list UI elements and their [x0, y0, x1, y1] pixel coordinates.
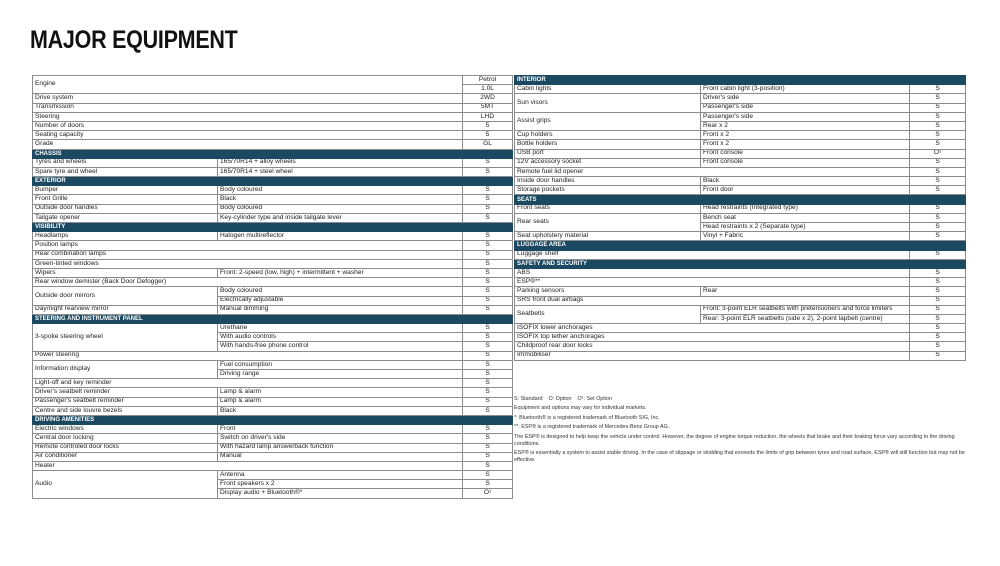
item-label: Headlamps — [33, 232, 218, 241]
table-row — [515, 177, 966, 186]
spec-value: 5 — [463, 121, 513, 130]
item-detail: Lamp & alarm — [218, 397, 463, 406]
item-value: S — [463, 443, 513, 452]
item-value: S — [910, 85, 966, 94]
item-value: S — [910, 103, 966, 112]
item-value: S — [463, 287, 513, 296]
item-label: Luggage shelf — [515, 250, 910, 259]
table-row — [33, 305, 513, 314]
item-detail: Head restraints x 2 (Separate type) — [701, 223, 910, 232]
table-row — [33, 324, 513, 333]
table-row — [515, 213, 966, 222]
item-detail: With audio controls — [218, 333, 463, 342]
item-label: Bottle holders — [515, 140, 701, 149]
item-label: Audio — [33, 471, 218, 499]
item-label: Green-tinted windows — [33, 259, 463, 268]
item-label: Immobiliser — [515, 351, 910, 360]
table-row — [515, 296, 966, 305]
item-label: Rear seats — [515, 213, 701, 231]
engine-displacement: 1.0L — [463, 85, 513, 94]
table-row — [515, 351, 966, 360]
table-row — [33, 250, 513, 259]
item-detail: Halogen multireflector — [218, 232, 463, 241]
bluetooth-note: *: Bluetooth® is a registered trademark of Bluetooth SIG, Inc. — [514, 414, 660, 421]
item-label: Childproof rear door locks — [515, 342, 910, 351]
table-row — [33, 232, 513, 241]
table-row — [33, 259, 513, 268]
section-header-safety: SAFETY AND SECURITY — [515, 259, 966, 268]
item-value: S — [463, 333, 513, 342]
item-label: Front Grille — [33, 195, 218, 204]
item-value: S — [463, 305, 513, 314]
item-detail: With hazard lamp answerback function — [218, 443, 463, 452]
item-label: Seat upholstery material — [515, 232, 701, 241]
item-value: S — [463, 471, 513, 480]
item-value: S — [463, 388, 513, 397]
fuel-type: Petrol — [463, 76, 513, 85]
item-value: S — [910, 167, 966, 176]
item-detail: Display audio + Bluetooth®* — [218, 489, 463, 498]
item-label: Bumper — [33, 186, 218, 195]
item-value: S — [910, 324, 966, 333]
item-label: Position lamps — [33, 241, 463, 250]
section-header-luggage: LUGGAGE AREA — [515, 241, 966, 250]
table-row — [515, 112, 966, 121]
table-row — [515, 333, 966, 342]
market-note: Equipment and options may vary for individual markets. — [514, 405, 647, 412]
item-value: S — [910, 131, 966, 140]
table-row — [33, 167, 513, 176]
table-row — [515, 278, 966, 287]
item-value: S — [463, 406, 513, 415]
table-row — [33, 112, 513, 121]
table-row — [33, 103, 513, 112]
table-row — [33, 241, 513, 250]
table-row — [33, 388, 513, 397]
item-detail: Fuel consumption — [218, 360, 463, 369]
table-row — [515, 287, 966, 296]
item-value: S — [463, 268, 513, 277]
item-value: S — [463, 278, 513, 287]
section-header-visibility: VISIBILITY — [33, 223, 513, 232]
item-label: Parking sensors — [515, 287, 701, 296]
item-value: S — [910, 333, 966, 342]
table-row — [33, 94, 513, 103]
table-row — [33, 452, 513, 461]
item-detail: 165/70R14 + steel wheel — [218, 167, 463, 176]
spec-value: 5MT — [463, 103, 513, 112]
engine-label: Engine — [33, 76, 463, 94]
table-row — [515, 268, 966, 277]
item-value: S — [463, 241, 513, 250]
table-row — [515, 305, 966, 314]
table-row — [33, 121, 513, 130]
table-row — [33, 360, 513, 369]
item-detail: Urethane — [218, 324, 463, 333]
item-value: S — [463, 480, 513, 489]
item-detail: Rear: 3-point ELR seatbelts (side x 2), 2-point lapbelt (centre) — [701, 314, 910, 323]
item-value: S — [463, 167, 513, 176]
item-value: S — [910, 351, 966, 360]
esp-design-note: The ESP® is designed to help keep the vehicle under control. However, the degree of engine torque reduction, the wheels that brake and their braking force vary according to the driving conditions. — [514, 433, 955, 447]
item-value: S — [463, 296, 513, 305]
item-label: Spare tyre and wheel — [33, 167, 218, 176]
table-row — [33, 268, 513, 277]
item-value: S — [463, 324, 513, 333]
item-label: Assist grips — [515, 112, 701, 130]
item-value: S — [463, 213, 513, 222]
item-detail: Front console — [701, 158, 910, 167]
item-value: S — [910, 278, 966, 287]
table-row — [515, 158, 966, 167]
item-value: S — [463, 360, 513, 369]
item-label: Day/night rearview mirror — [33, 305, 218, 314]
item-label: Tyres and wheels — [33, 158, 218, 167]
item-detail: Electrically adjustable — [218, 296, 463, 305]
item-value: S — [463, 379, 513, 388]
item-detail: Front door — [701, 186, 910, 195]
table-row — [33, 131, 513, 140]
table-row — [33, 471, 513, 480]
section-header-exterior: EXTERIOR — [33, 177, 513, 186]
item-label: Seatbelts — [515, 305, 701, 323]
item-value: S — [910, 140, 966, 149]
item-detail: Body coloured — [218, 186, 463, 195]
item-value: S — [463, 397, 513, 406]
esp-assist-note: ESP® is essentially a system to assist stable driving. In the case of slippage or skidding that exceeds the limits of grip between tyres and road surface, ESP® will still function but may not be effective. — [514, 450, 965, 464]
item-value: S — [910, 204, 966, 213]
table-row — [33, 76, 513, 85]
item-value: S — [463, 186, 513, 195]
item-value: S — [910, 296, 966, 305]
item-detail: Black — [701, 177, 910, 186]
item-value: S — [463, 259, 513, 268]
table-row — [515, 186, 966, 195]
table-row — [515, 324, 966, 333]
item-value: S — [910, 223, 966, 232]
item-label: Tailgate opener — [33, 213, 218, 222]
item-label: USB port — [515, 149, 701, 158]
item-label: Outside door mirrors — [33, 287, 218, 305]
table-row — [515, 85, 966, 94]
table-row — [33, 186, 513, 195]
item-detail: Passenger's side — [701, 112, 910, 121]
item-label: Remote controled door locks — [33, 443, 218, 452]
table-row — [515, 342, 966, 351]
item-detail: Bench seat — [701, 213, 910, 222]
footnotes — [514, 396, 966, 467]
item-detail: Key-cylinder type and inside tailgate lever — [218, 213, 463, 222]
item-detail: Front cabin light (3-position) — [701, 85, 910, 94]
item-label: Light-off and key reminder — [33, 379, 463, 388]
item-label: Inside door handles — [515, 177, 701, 186]
legend-note: S: Standard O: Option O¹: Set Option — [514, 396, 612, 402]
table-row — [33, 278, 513, 287]
table-row — [33, 461, 513, 470]
item-value: S — [910, 287, 966, 296]
item-label: Central door locking — [33, 434, 218, 443]
item-detail: Front x 2 — [701, 140, 910, 149]
item-detail: Black — [218, 406, 463, 415]
item-label: Outside door handles — [33, 204, 218, 213]
item-label: Wipers — [33, 268, 218, 277]
item-detail: Front: 3-point ELR seatbelts with pretensioners and force limiters — [701, 305, 910, 314]
item-value: S — [910, 305, 966, 314]
spec-label: Transmission — [33, 103, 463, 112]
item-value: S — [463, 425, 513, 434]
item-detail: Front x 2 — [701, 131, 910, 140]
item-value: S — [910, 268, 966, 277]
item-detail: Rear x 2 — [701, 121, 910, 130]
table-row — [33, 204, 513, 213]
item-detail: Body coloured — [218, 287, 463, 296]
item-detail: Front speakers x 2 — [218, 480, 463, 489]
spec-value: 2WD — [463, 94, 513, 103]
table-row — [33, 443, 513, 452]
item-value: S — [910, 314, 966, 323]
item-detail: Manual — [218, 452, 463, 461]
spec-label: Number of doors — [33, 121, 463, 130]
item-detail: Head restraints (Integrated type) — [701, 204, 910, 213]
item-detail: Lamp & alarm — [218, 388, 463, 397]
item-value: S — [910, 112, 966, 121]
item-value: S — [463, 232, 513, 241]
section-header-seats: SEATS — [515, 195, 966, 204]
table-row — [515, 131, 966, 140]
item-label: Centre and side louvre bezels — [33, 406, 218, 415]
item-value: S — [463, 461, 513, 470]
item-label: Front seats — [515, 204, 701, 213]
table-row — [33, 379, 513, 388]
table-row — [33, 406, 513, 415]
spec-label: Grade — [33, 140, 463, 149]
item-label: Air conditioner — [33, 452, 218, 461]
table-row — [515, 232, 966, 241]
spec-label: Drive system — [33, 94, 463, 103]
item-label: ISOFIX lower anchorages — [515, 324, 910, 333]
item-label: ISOFIX top tether anchorages — [515, 333, 910, 342]
table-row — [33, 397, 513, 406]
section-header-driving: DRIVING AMENITIES — [33, 415, 513, 424]
spec-value: LHD — [463, 112, 513, 121]
item-detail: Passenger's side — [701, 103, 910, 112]
item-value: O¹ — [463, 489, 513, 498]
section-header-steering: STEERING AND INSTRUMENT PANEL — [33, 314, 513, 323]
item-value: S — [910, 121, 966, 130]
table-row — [33, 434, 513, 443]
item-detail: Rear — [701, 287, 910, 296]
equipment-table-right — [514, 75, 966, 361]
table-row — [515, 204, 966, 213]
table-row — [515, 94, 966, 103]
table-row — [33, 213, 513, 222]
item-value: S — [463, 204, 513, 213]
item-label: SRS front dual airbags — [515, 296, 910, 305]
table-row — [515, 250, 966, 259]
item-detail: With hands-free phone control — [218, 342, 463, 351]
item-value: S — [910, 186, 966, 195]
section-header-interior: INTERIOR — [515, 76, 966, 85]
table-row — [33, 140, 513, 149]
item-label: 12V accessory socket — [515, 158, 701, 167]
section-header-chassis: CHASSIS — [33, 149, 513, 158]
item-label: Remote fuel lid opener — [515, 167, 910, 176]
table-row — [33, 158, 513, 167]
item-value: S — [910, 158, 966, 167]
table-row — [515, 149, 966, 158]
item-label: Power steering — [33, 351, 463, 360]
item-value: S — [463, 195, 513, 204]
table-row — [515, 167, 966, 176]
item-detail: Black — [218, 195, 463, 204]
item-value: S — [463, 342, 513, 351]
item-detail: 165/70R14 + alloy wheels — [218, 158, 463, 167]
item-value: S — [910, 250, 966, 259]
item-detail: Driver's side — [701, 94, 910, 103]
item-value: S — [463, 452, 513, 461]
item-value: S — [463, 370, 513, 379]
table-row — [33, 195, 513, 204]
item-detail: Antenna — [218, 471, 463, 480]
table-row — [515, 140, 966, 149]
item-detail: Front: 2-speed (low, high) + intermittent + washer — [218, 268, 463, 277]
item-label: Information display — [33, 360, 218, 378]
item-detail: Vinyl + Fabric — [701, 232, 910, 241]
item-label: Storage pockets — [515, 186, 701, 195]
spec-value: 5 — [463, 131, 513, 140]
item-label: Rear combination lamps — [33, 250, 463, 259]
spec-label: Steering — [33, 112, 463, 121]
item-label: ABS — [515, 268, 910, 277]
equipment-table-left — [32, 75, 513, 499]
esp-trademark-note: **: ESP® is a registered trademark of Mercedes-Benz Group AG. — [514, 424, 670, 431]
table-row — [33, 351, 513, 360]
item-label: Electric windows — [33, 425, 218, 434]
page-title: MAJOR EQUIPMENT — [30, 26, 238, 54]
spec-value: GL — [463, 140, 513, 149]
item-label: Rear window demister (Back Door Defogger) — [33, 278, 463, 287]
item-label: Passenger's seatbelt reminder — [33, 397, 218, 406]
item-value: S — [463, 158, 513, 167]
item-value: S — [910, 213, 966, 222]
table-row — [33, 287, 513, 296]
item-label: Heater — [33, 461, 463, 470]
item-value: S — [910, 342, 966, 351]
item-detail: Front — [218, 425, 463, 434]
item-detail: Switch on driver's side — [218, 434, 463, 443]
item-detail: Driving range — [218, 370, 463, 379]
item-detail: Body coloured — [218, 204, 463, 213]
item-value: S — [463, 434, 513, 443]
table-row — [33, 425, 513, 434]
item-label: Cup holders — [515, 131, 701, 140]
item-value: O¹ — [910, 149, 966, 158]
item-label: Driver's seatbelt reminder — [33, 388, 218, 397]
item-value: S — [463, 351, 513, 360]
item-label: ESP®** — [515, 278, 910, 287]
item-value: S — [463, 250, 513, 259]
spec-label: Seating capacity — [33, 131, 463, 140]
item-value: S — [910, 94, 966, 103]
item-label: Sun visors — [515, 94, 701, 112]
item-label: 3-spoke steering wheel — [33, 324, 218, 352]
item-detail: Front console — [701, 149, 910, 158]
item-value: S — [910, 232, 966, 241]
item-value: S — [910, 177, 966, 186]
item-label: Cabin lights — [515, 85, 701, 94]
item-detail: Manual dimming — [218, 305, 463, 314]
